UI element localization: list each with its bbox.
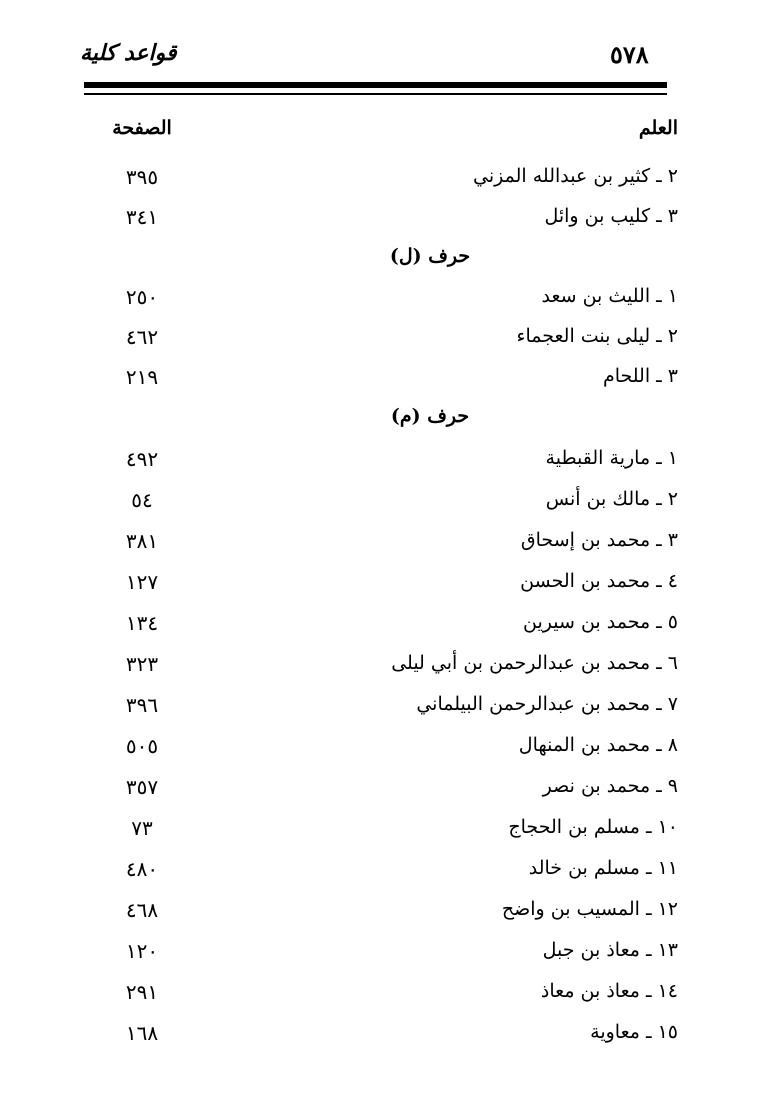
index-row (84, 529, 678, 567)
index-row (84, 980, 678, 1018)
entry-page: ٤٦٨ (125, 898, 159, 922)
entry-name: ١٠ ـ مسلم بن الحجاج (508, 816, 678, 838)
page-number: ٥٧٨ (610, 40, 649, 69)
section-title: حرف (م) (390, 405, 470, 427)
index-row (84, 611, 678, 649)
entry-name: ١ ـ مارية القبطية (545, 447, 678, 469)
index-row (84, 1021, 678, 1059)
index-row (84, 285, 678, 323)
index-row (84, 488, 678, 526)
entry-name: ١٣ ـ معاذ بن جبل (542, 939, 678, 961)
entry-name: ١ ـ الليث بن سعد (541, 285, 678, 307)
entry-name: ١٢ ـ المسيب بن واضح (501, 898, 678, 920)
entry-name: ٢ ـ مالك بن أنس (545, 488, 678, 510)
entry-page: ٢٥٠ (125, 285, 159, 309)
entry-name: ٣ ـ كليب بن وائل (544, 205, 678, 227)
index-row (84, 775, 678, 813)
index-row (84, 857, 678, 895)
entry-page: ٢١٩ (125, 365, 159, 389)
entry-name: ٣ ـ محمد بن إسحاق (520, 529, 678, 551)
index-row (84, 365, 678, 403)
index-row (84, 205, 678, 243)
section-heading-lam (340, 245, 520, 283)
entry-page: ٥٠٥ (125, 734, 159, 758)
index-row (84, 165, 678, 203)
entry-page: ٣٩٥ (125, 165, 159, 189)
index-row (84, 939, 678, 977)
entry-name: ٣ ـ اللحام (602, 365, 678, 387)
entry-page: ٧٣ (131, 816, 153, 840)
entry-name: ٧ ـ محمد بن عبدالرحمن البيلماني (416, 693, 678, 715)
entry-name: ٩ ـ محمد بن نصر (542, 775, 678, 797)
entry-page: ١٣٤ (125, 611, 159, 635)
column-header-name: العلم (638, 117, 678, 139)
header-rule-thin (84, 93, 667, 95)
index-row (84, 652, 678, 690)
index-row (84, 570, 678, 608)
column-header-page: الصفحة (112, 117, 172, 139)
entry-page: ١٢٠ (125, 939, 159, 963)
entry-page: ٣٨١ (125, 529, 159, 553)
entry-name: ١٤ ـ معاذ بن معاذ (540, 980, 678, 1002)
entry-name: ٥ ـ محمد بن سيرين (523, 611, 678, 633)
entry-page: ٣٢٣ (125, 652, 159, 676)
entry-page: ٤٨٠ (125, 857, 159, 881)
header-rule-thick (84, 82, 667, 88)
entry-name: ١١ ـ مسلم بن خالد (528, 857, 678, 879)
index-row (84, 447, 678, 485)
column-headers (84, 117, 678, 155)
entry-name: ٢ ـ كثير بن عبدالله المزني (473, 165, 678, 187)
entry-name: ٦ ـ محمد بن عبدالرحمن بن أبي ليلى (391, 652, 678, 674)
index-row (84, 693, 678, 731)
entry-page: ٣٩٦ (125, 693, 159, 717)
entry-page: ٤٦٢ (125, 325, 159, 349)
index-row (84, 325, 678, 363)
entry-page: ٢٩١ (125, 980, 159, 1004)
entry-page: ١٢٧ (125, 570, 159, 594)
section-heading-mim (340, 405, 520, 443)
section-title: حرف (ل) (389, 245, 471, 267)
entry-name: ١٥ ـ معاوية (590, 1021, 678, 1043)
entry-name: ٤ ـ محمد بن الحسن (520, 570, 678, 592)
index-row (84, 898, 678, 936)
index-row (84, 734, 678, 772)
entry-page: ١٦٨ (125, 1021, 159, 1045)
entry-name: ٢ ـ ليلى بنت العجماء (516, 325, 678, 347)
entry-page: ٣٤١ (125, 205, 159, 229)
entry-name: ٨ ـ محمد بن المنهال (518, 734, 678, 756)
entry-page: ٤٩٢ (125, 447, 159, 471)
entry-page: ٥٤ (131, 488, 153, 512)
index-row (84, 816, 678, 854)
book-title: قواعد كلية (80, 40, 177, 66)
entry-page: ٣٥٧ (125, 775, 159, 799)
